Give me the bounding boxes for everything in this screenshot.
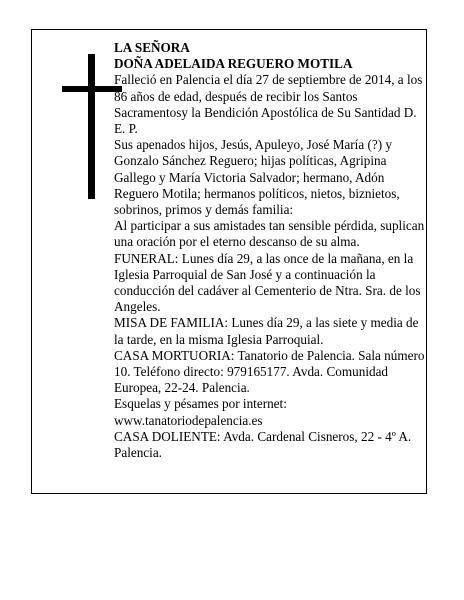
deceased-name: DOÑA ADELAIDA REGUERO MOTILA (114, 56, 353, 72)
internet-condolences-paragraph: Esquelas y pésames por internet: www.tanatoriodepalencia.es (114, 396, 287, 428)
death-notice-paragraph: Falleció en Palencia el día 27 de septiembre de 2014, a los 86 años de edad, después de recibir los Santos Sacramentosy la Bendición Apostólica de Su Santidad D. E. P. (114, 72, 423, 137)
obituary-frame (31, 29, 427, 494)
funeral-paragraph: FUNERAL: Lunes día 29, a las once de la mañana, en la Iglesia Parroquial de San José y a continuación la conducción del cadáver al Cementerio de Ntra. Sra. de los Angeles. (114, 250, 421, 315)
prayer-request-paragraph: Al participar a sus amistades tan sensible pérdida, suplican una oración por el eterno descanso de su alma. (114, 218, 425, 250)
family-paragraph: Sus apenados hijos, Jesús, Apuleyo, José María (?) y Gonzalo Sánchez Reguero; hijas políticas, Agripina Gallego y María Victoria Salvador; hermano, Adón Reguero Motila; hermanos políticos, nietos, biznietos, sobrinos, primos y demás familia: (114, 137, 400, 218)
title-line-1: LA SEÑORA (114, 40, 190, 55)
cross-horizontal-bar (62, 86, 122, 92)
mourning-house-paragraph: CASA DOLIENTE: Avda. Cardenal Cisneros, 22 - 4º A. Palencia. (114, 428, 412, 461)
obituary-text (114, 40, 426, 461)
cross-vertical-bar (88, 54, 95, 199)
family-mass-paragraph: MISA DE FAMILIA: Lunes día 29, a las siete y media de la tarde, en la misma Iglesia Parroquial. (114, 315, 419, 347)
latin-cross-icon (62, 54, 122, 199)
funeral-home-paragraph: CASA MORTUORIA: Tanatorio de Palencia. Sala número 10. Teléfono directo: 979165177. Avda. Comunidad Europea, 22-24. Palencia. (114, 347, 425, 396)
